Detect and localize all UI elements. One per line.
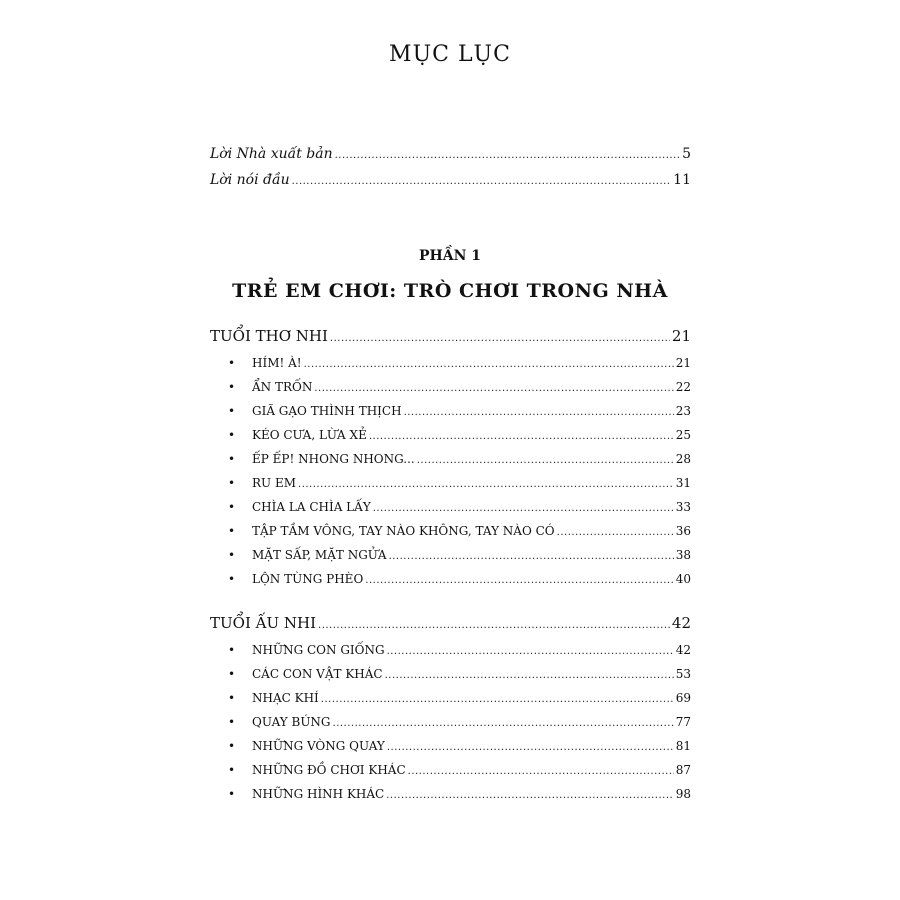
toc-item[interactable] — [228, 380, 691, 394]
page-title: MỤC LỤC — [389, 42, 511, 67]
toc-item[interactable] — [228, 404, 691, 418]
leader-dots — [417, 455, 674, 466]
toc-item[interactable] — [228, 691, 691, 705]
bullet-icon: • — [228, 524, 236, 538]
bullet-icon: • — [228, 452, 236, 466]
bullet-icon: • — [228, 548, 236, 562]
toc-item[interactable] — [228, 428, 691, 442]
toc-section-tuoi-tho-nhi[interactable] — [210, 327, 691, 345]
toc-page-number: 42 — [675, 643, 691, 657]
toc-page-number: 38 — [675, 548, 691, 562]
bullet-icon: • — [228, 476, 236, 490]
toc-item-label: CÁC CON VẬT KHÁC — [252, 667, 383, 681]
toc-entry-label: Lời nói đầu — [210, 172, 290, 188]
leader-dots — [404, 407, 674, 418]
toc-page-number: 98 — [675, 787, 691, 801]
toc-section-tuoi-au-nhi[interactable] — [210, 614, 691, 632]
toc-item[interactable] — [228, 787, 691, 801]
bullet-icon: • — [228, 404, 236, 418]
toc-item-label: NHỮNG VÒNG QUAY — [252, 739, 385, 753]
leader-dots — [387, 646, 674, 657]
leader-dots — [321, 694, 674, 705]
toc-item-label: TẬP TẦM VÔNG, TAY NÀO KHÔNG, TAY NÀO CÓ — [252, 524, 555, 538]
bullet-icon: • — [228, 428, 236, 442]
toc-item-label: NHỮNG HÌNH KHÁC — [252, 787, 385, 801]
toc-page-number: 53 — [675, 667, 691, 681]
toc-page-number: 36 — [675, 524, 691, 538]
toc-item[interactable] — [228, 548, 691, 562]
toc-item[interactable] — [228, 524, 691, 538]
toc-item[interactable] — [228, 715, 691, 729]
bullet-icon: • — [228, 787, 236, 801]
toc-page-number: 22 — [675, 380, 691, 394]
leader-dots — [385, 670, 674, 681]
leader-dots — [389, 551, 674, 562]
toc-page-number: 69 — [675, 691, 691, 705]
toc-item-label: MẶT SẤP, MẶT NGỬA — [252, 548, 387, 562]
toc-page-number: 33 — [675, 500, 691, 514]
leader-dots — [298, 479, 674, 490]
leader-dots — [335, 150, 680, 161]
bullet-icon: • — [228, 572, 236, 586]
toc-item[interactable] — [228, 739, 691, 753]
toc-page-number: 21 — [675, 356, 691, 370]
toc-entry-label: Lời Nhà xuất bản — [210, 146, 333, 162]
toc-item-label: ẾP ẾP! NHONG NHONG... — [252, 452, 415, 466]
toc-page-number: 40 — [675, 572, 691, 586]
toc-page-number: 28 — [675, 452, 691, 466]
toc-item-label: QUAY BÚNG — [252, 715, 331, 729]
toc-item-label: HÍM! À! — [252, 356, 302, 370]
toc-page-number: 31 — [675, 476, 691, 490]
leader-dots — [387, 742, 674, 753]
toc-item-label: KÉO CƯA, LỪA XẺ — [252, 428, 367, 442]
leader-dots — [292, 176, 672, 187]
toc-item-label: CHÌA LA CHÌA LẤY — [252, 500, 371, 514]
toc-page-number: 87 — [675, 763, 691, 777]
toc-item[interactable] — [228, 643, 691, 657]
toc-entry-foreword[interactable] — [210, 172, 691, 188]
toc-page-number: 25 — [675, 428, 691, 442]
toc-page-number: 21 — [671, 327, 691, 345]
bullet-icon: • — [228, 643, 236, 657]
toc-item[interactable] — [228, 763, 691, 777]
toc-section-label: TUỔI ẤU NHI — [210, 614, 317, 632]
leader-dots — [330, 333, 670, 344]
bullet-icon: • — [228, 763, 236, 777]
leader-dots — [318, 620, 670, 631]
leader-dots — [373, 503, 674, 514]
leader-dots — [557, 527, 674, 538]
toc-item-label: LỘN TÙNG PHÈO — [252, 572, 364, 586]
leader-dots — [365, 575, 673, 586]
bullet-icon: • — [228, 380, 236, 394]
bullet-icon: • — [228, 500, 236, 514]
bullet-icon: • — [228, 715, 236, 729]
toc-page-number: 77 — [675, 715, 691, 729]
bullet-icon: • — [228, 739, 236, 753]
toc-item[interactable] — [228, 356, 691, 370]
toc-item-label: NHỮNG ĐỒ CHƠI KHÁC — [252, 763, 406, 777]
toc-item-label: RU EM — [252, 476, 297, 490]
toc-page-number: 42 — [671, 614, 691, 632]
toc-item-label: GIÃ GẠO THÌNH THỊCH — [252, 404, 402, 418]
leader-dots — [304, 359, 674, 370]
toc-page-number: 23 — [675, 404, 691, 418]
toc-item[interactable] — [228, 476, 691, 490]
bullet-icon: • — [228, 691, 236, 705]
toc-item[interactable] — [228, 500, 691, 514]
toc-page-number: 5 — [682, 146, 691, 162]
toc-section-label: TUỔI THƠ NHI — [210, 327, 328, 345]
leader-dots — [333, 718, 674, 729]
toc-item-label: ẨN TRỐN — [252, 380, 313, 394]
toc-item-label: NHỮNG CON GIỐNG — [252, 643, 385, 657]
toc-entry-publisher-note[interactable] — [210, 146, 691, 162]
leader-dots — [408, 766, 674, 777]
bullet-icon: • — [228, 667, 236, 681]
leader-dots — [386, 790, 673, 801]
leader-dots — [369, 431, 674, 442]
toc-item[interactable] — [228, 452, 691, 466]
part-label: PHẦN 1 — [418, 248, 482, 264]
leader-dots — [314, 383, 673, 394]
part-title: TRẺ EM CHƠI: TRÒ CHƠI TRONG NHÀ — [232, 280, 668, 302]
toc-item-label: NHẠC KHÍ — [252, 691, 319, 705]
toc-page-number: 11 — [673, 172, 691, 188]
toc-item[interactable] — [228, 667, 691, 681]
toc-item[interactable] — [228, 572, 691, 586]
toc-page-number: 81 — [675, 739, 691, 753]
bullet-icon: • — [228, 356, 236, 370]
